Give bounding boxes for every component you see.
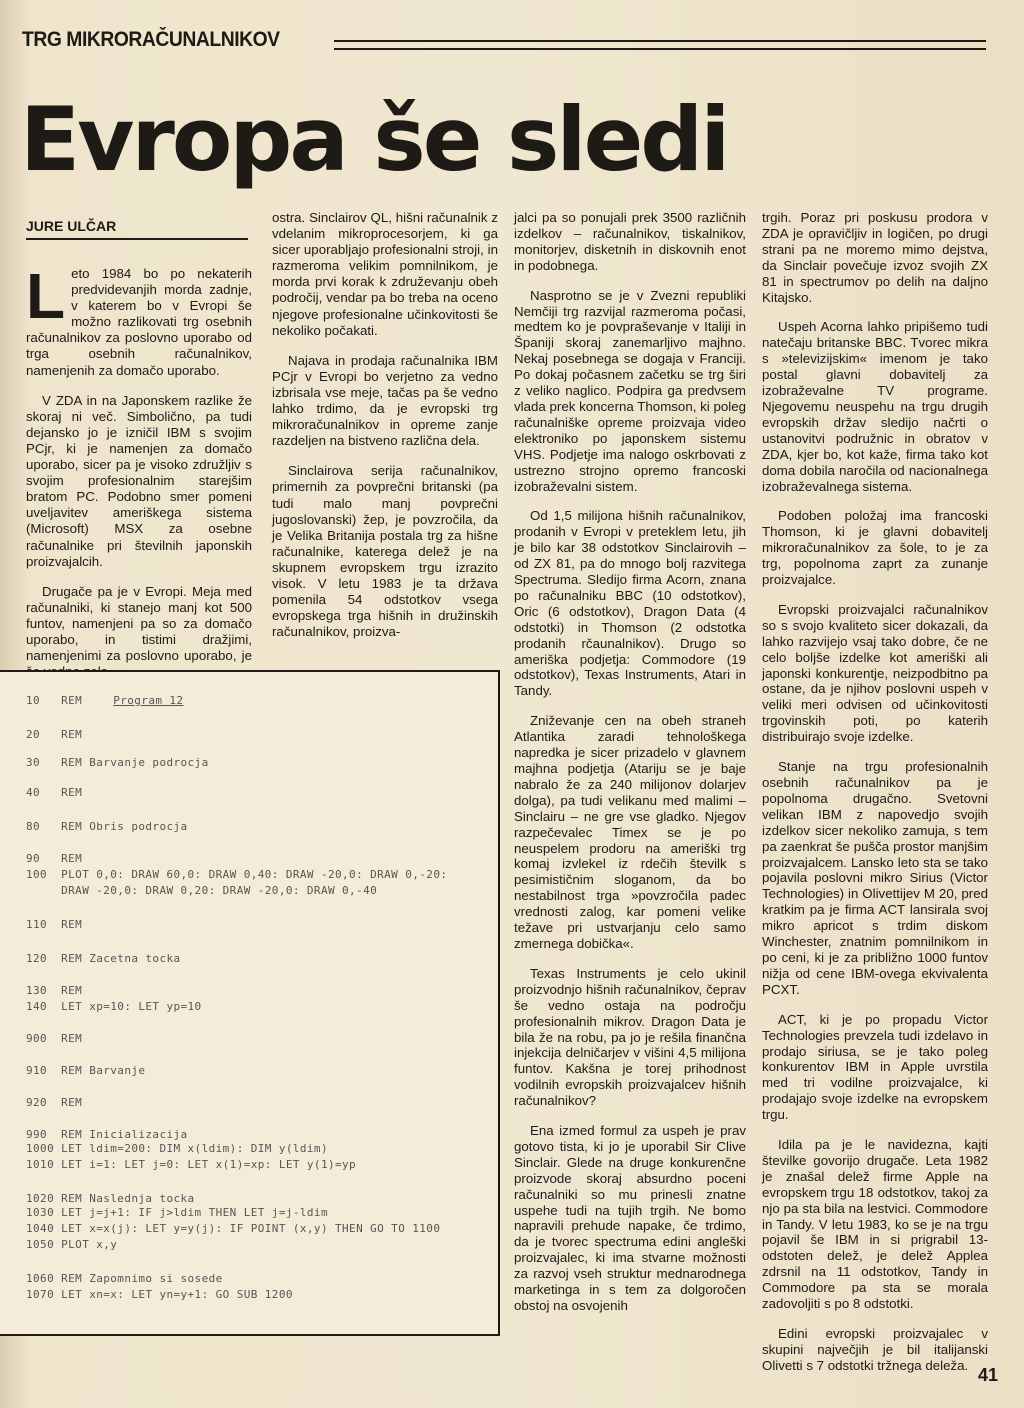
code-line bbox=[26, 728, 82, 741]
code-line bbox=[26, 1288, 293, 1301]
column-2 bbox=[272, 210, 498, 654]
code-text: LET i=1: LET j=0: LET x(1)=xp: LET y(1)=yp bbox=[61, 1158, 357, 1171]
code-text: LET xn=x: LET yn=y+1: GO SUB 1200 bbox=[61, 1288, 293, 1301]
line-number: 100 bbox=[26, 868, 62, 881]
column-4 bbox=[762, 210, 988, 1388]
section-header bbox=[22, 28, 986, 58]
code-line bbox=[26, 952, 181, 965]
line-number: 1070 bbox=[26, 1288, 62, 1301]
code-text: DRAW -20,0: DRAW 0,20: DRAW -20,0: DRAW 0,-40 bbox=[61, 884, 378, 897]
line-number: 1000 bbox=[26, 1142, 62, 1155]
line-number: 900 bbox=[26, 1032, 62, 1045]
line-number: 140 bbox=[26, 1000, 62, 1013]
paragraph: Leto 1984 bo po nekaterih predvidevanjih morda zadnje, v katerem bo v Evropi še možno razlikovati trg osebnih računalnikov za poslovno uporabo od trga osebnih računalnikov, namenjenih za domačo uporabo. bbox=[26, 260, 252, 378]
paragraph: Edini evropski proizvajalec v skupini največjih je bil italijanski Olivetti s 7 odstotki tržnega deleža. bbox=[762, 1326, 988, 1373]
paragraph: V ZDA in na Japonskem razlike že skoraj ni več. Simbolično, pa tudi dejansko jo je izničil IBM s svojim PCjr, ki je namenjen za domačo uporabo, sicer pa je visoko združljiv s svojim profesionalnim starejšim bratom PC. Podobno smer pomeni uveljavitev ameriškega sistema (Microsoft) MSX za osebne računalnike pri številnih japonskih proizvajalcih. bbox=[26, 392, 252, 569]
code-text: REM Obris podrocja bbox=[61, 820, 188, 833]
paragraph: ACT, ki je po propadu Victor Technologies prevzela tudi izdelavo in prodajo siriusa, se je tako poleg konkurentov IBM in Apple uvrstila med tri vodilne proizvajalce, ki prodajajo svoje izdelke na evropskem trgu. bbox=[762, 1011, 988, 1123]
code-text: LET ldim=200: DIM x(ldim): DIM y(ldim) bbox=[61, 1142, 328, 1155]
code-text: REM Inicializacija bbox=[61, 1128, 188, 1141]
page-number: 41 bbox=[977, 1365, 998, 1385]
program-heading: Program 12 bbox=[113, 694, 184, 707]
line-number: 920 bbox=[26, 1096, 62, 1109]
line-number: 130 bbox=[26, 984, 62, 997]
paragraph: Sinclairova serija računalnikov, primernih za povprečni britanski (pa tudi malo manj povprečni jugoslovanski) žep, je povzročila, da je Velika Britanija postala trg za hišne računalnike, katerega delež je na skupnem evropskem trgu izrazito visok. V letu 1983 je ta država pomenila 54 odstotkov vsega evropskega trga hišnih in družinskih računalnikov, proizva- bbox=[272, 463, 498, 640]
code-text: REM bbox=[61, 918, 83, 931]
line-number: 20 bbox=[26, 728, 62, 741]
paragraph: ostra. Sinclairov QL, hišni računalnik z vdelanim mikroprocesorjem, ki ga sicer uporabljajo profesionalni stroji, in razmeroma velikim pomnilnikom, je morda prvi korak k združevanju obeh področij, vendar pa bo treba na oceno njegove profesionalne učinkovitosti še nekoliko počakati. bbox=[272, 210, 498, 338]
line-number: 1020 bbox=[26, 1192, 62, 1205]
paragraph: Nasprotno se je v Zvezni republiki Nemčiji trg razvijal razmeroma počasi, medtem ko je povpraševanje v Italiji in Španiji skoraj zanemarljivo majhno. Nekaj posebnega se dogaja v Franciji. Po dokaj počasnem začetku se trg širi z veliko naglico. Podpira ga predvsem vlada prek koncerna Thomson, ki poleg računalniške opreme proizvaja video elektroniko po japonskem sistemu VHS. Podjetje ima nalogo oskrbovati z ustrezno strojno opremo francoski izobraževalni sistem. bbox=[514, 287, 746, 494]
paragraph: Uspeh Acorna lahko pripišemo tudi natečaju britanske BBC. Tvorec mikra s »televizijskim« imenom je tako postal glavni dobavitelj za izobraževalne TV programe. Njegovemu neuspehu na trgu drugih evropskih držav sledijo načrti o ustanovitvi podružnic in obratov v ZDA, kjer bo, kot kaže, firma tako kot doma dobila naročila od nacionalnega izobraževalnega sistema. bbox=[762, 319, 988, 494]
line-number: 80 bbox=[26, 820, 62, 833]
code-line bbox=[26, 1206, 328, 1219]
code-line bbox=[26, 1128, 188, 1141]
line-number: 1010 bbox=[26, 1158, 62, 1171]
paragraph: Zniževanje cen na obeh straneh Atlantika zaradi tehnološkega napredka je sicer prizadelo v glavnem majhna podjetja (Atariju se je baje nabralo že za 240 milijonov dolarjev dolga), pa tudi velikanu med malimi – Sinclairu – ne gre vse gladko. Njegov razpečevalec Timex se je po neuspelem prodoru na ameriški trg komaj izvlekel iz rdečih številk s pesimističnim sloganom, da bo nestabilnost trga »povzročila padec vrednosti zalog, kar pomeni velike težave pri ustvarjanju celo samo zmernega dobička«. bbox=[514, 713, 746, 951]
paragraph: Stanje na trgu profesionalnih osebnih računalnikov pa je popolnoma drugačno. Svetovni velikan IBM z napovedjo svojih izdelkov sicer nekoliko zamuja, s tem pa zaenkrat še pušča prostor manjšim proizvajalcem. Lansko leto sta se tako pojavila poslovni mikro Sirius (Victor Technologies) in Olivettijev M 20, pred kratkim pa je firma ACT lansirala svoj mikro apricot s trdim diskom Winchester, znatnim pomnilnikom in po ceni, ki je za približno 1000 funtov nižja od cene IBM-ovega ekvivalenta PCXT. bbox=[762, 759, 988, 997]
line-number: 1030 bbox=[26, 1206, 62, 1219]
article-title: Evropa še sledi bbox=[20, 88, 728, 191]
line-number: 1060 bbox=[26, 1272, 62, 1285]
code-line bbox=[26, 1064, 145, 1077]
line-number bbox=[26, 884, 61, 897]
line-number: 1050 bbox=[26, 1238, 62, 1251]
code-line bbox=[26, 884, 377, 897]
code-text: LET x=x(j): LET y=y(j): IF POINT (x,y) THEN GO TO 1100 bbox=[61, 1222, 441, 1235]
code-line bbox=[26, 1142, 328, 1155]
line-number: 10 bbox=[26, 694, 62, 707]
code-text: REM Naslednja tocka bbox=[61, 1192, 195, 1205]
line-number: 30 bbox=[26, 756, 62, 769]
line-number: 90 bbox=[26, 852, 62, 865]
program-listing-box bbox=[0, 670, 500, 1336]
paragraph: Drugače pa je v Evropi. Meja med računalniki, ki stanejo manj kot 500 funtov, namenjeni pa so za domačo uporabo, in tistimi dražjimi, namenjenimi za poslovno uporabo, je bbox=[26, 583, 252, 664]
code-line bbox=[26, 820, 188, 833]
line-number: 110 bbox=[26, 918, 62, 931]
paragraph: Ena izmed formul za uspeh je prav gotovo tista, ki jo je uporabil Sir Clive Sinclair. Glede na druge konkurenčne proizvode skoraj absurdno poceni računalniki so mu prinesli znatne uspehe tudi na tujih trgih. Ne bomo napravili prehude napake, če trdimo, da je tvorec spectruma edini angleški proizvajalec, ki ima stvarne možnosti za razvoj vseh struktur mednarodnega marketinga in s tem za dolgoročen obstoj na osvojenih bbox=[514, 1123, 746, 1313]
code-text: REM Zacetna tocka bbox=[61, 952, 181, 965]
code-line bbox=[26, 1222, 440, 1235]
code-line bbox=[26, 786, 82, 799]
code-text: REM bbox=[61, 984, 83, 997]
code-text: REM Barvanje podrocja bbox=[61, 756, 209, 769]
code-text: REM bbox=[61, 786, 83, 799]
column-1 bbox=[26, 260, 252, 694]
code-line bbox=[26, 1272, 223, 1285]
code-text: REM bbox=[61, 728, 83, 741]
paragraph: Od 1,5 milijona hišnih računalnikov, prodanih v Evropi v preteklem letu, jih je bilo kar 38 odstotkov Sinclairovih – od ZX 81, pa do mnogo bolj razvitega Spectruma. Sledijo firma Acorn, znana po računalniku BBC (10 odstotkov), Oric (6 odstotkov), Dragon Data (4 odstotki) in Thomson (2 odstotka prodanih rčaunalnikov). Drugo so ameriška podjetja: Commodore (19 odstotkov), Texas Instruments, Atari in Tandy. bbox=[514, 508, 746, 699]
header-rule bbox=[334, 40, 986, 50]
paragraph: jalci pa so ponujali prek 3500 različnih izdelkov – računalnikov, tiskalnikov, monitorjev, disketnih in diskovnih enot in podobnega. bbox=[514, 210, 746, 273]
code-text: PLOT x,y bbox=[61, 1238, 118, 1251]
code-line bbox=[26, 918, 82, 931]
drop-cap: L bbox=[26, 260, 66, 332]
code-text: REM Zapomnimo si sosede bbox=[61, 1272, 223, 1285]
code-text: PLOT 0,0: DRAW 60,0: DRAW 0,40: DRAW -20,0: DRAW 0,-20: bbox=[61, 868, 448, 881]
code-line bbox=[26, 694, 183, 707]
paragraph: trgih. Poraz pri poskusu prodora v ZDA je opravičljiv in logičen, po drugi strani pa ne moremo mimo dejstva, da Sinclair povečuje izvoz svojih ZX 81 in spectrumov po delih na daljno Kitajsko. bbox=[762, 210, 988, 305]
paragraph: Texas Instruments je celo ukinil proizvodnjo hišnih računalnikov, čeprav še vedno ostaja na področju profesionalnih mikrov. Dragon Data je bila že na robu, pa jo je rešila finančna injekcija delničarjev v višini 4,5 milijona funtov. Kakšna je torej prihodnost vodilnih evropskih proizvajalcev hišnih računalnikov? bbox=[514, 965, 746, 1109]
code-line bbox=[26, 1238, 117, 1251]
line-number: 40 bbox=[26, 786, 62, 799]
paragraph: Idila pa je le navidezna, kajti številke govorijo drugače. Leta 1982 je znašal delež firme Apple na evropskem trgu 18 odstotkov, takoj za njo pa sta bila na lestvici. Commodore in Tandy. V letu 1983, ko se je na trgu pojavil še IBM in si prigrabil 13-odstoten delež, je delež Applea zdrsnil na 11 odstotkov, Tandy in Commodore pa sta se morala zadovoljiti s po 8 odstotki. bbox=[762, 1137, 988, 1312]
code-line bbox=[26, 1032, 82, 1045]
code-line bbox=[26, 868, 447, 881]
column-3 bbox=[514, 210, 746, 1328]
line-number: 990 bbox=[26, 1128, 62, 1141]
code-line bbox=[26, 756, 209, 769]
paragraph: Podoben položaj ima francoski Thomson, ki je glavni dobavitelj mikroračunalnikov za šole, to je za trg, popolnoma zaprt za zunanje proizvajalce. bbox=[762, 508, 988, 588]
section-title: TRG MIKRORAČUNALNIKOV bbox=[22, 28, 280, 51]
code-line bbox=[26, 1000, 202, 1013]
code-text: REM bbox=[61, 1096, 83, 1109]
code-text: REM bbox=[61, 852, 83, 865]
author-byline: JURE ULČAR bbox=[26, 218, 248, 240]
line-number: 910 bbox=[26, 1064, 62, 1077]
paragraph: Evropski proizvajalci računalnikov so s svojo kvaliteto sicer dokazali, da lahko razvijejo vsaj tako dobre, če ne celo boljše izdelke kot ameriški ali japonski konkurentje, neizpodbitno pa ostane, da je njihov poslovni uspeh v veliki meri odvisen od učinkovitosti trgovinskih poti, po katerih distribuirajo svoje izdelke. bbox=[762, 601, 988, 745]
line-number: 1040 bbox=[26, 1222, 62, 1235]
code-text: LET j=j+1: IF j>ldim THEN LET j=j-ldim bbox=[61, 1206, 328, 1219]
code-line bbox=[26, 1096, 82, 1109]
code-text: LET xp=10: LET yp=10 bbox=[61, 1000, 202, 1013]
code-line bbox=[26, 1158, 356, 1171]
code-text: REM Barvanje bbox=[61, 1064, 146, 1077]
code-line bbox=[26, 984, 82, 997]
code-text: REM bbox=[61, 694, 90, 707]
code-line bbox=[26, 1192, 195, 1205]
line-number: 120 bbox=[26, 952, 62, 965]
code-text: REM bbox=[61, 1032, 83, 1045]
paragraph: Najava in prodaja računalnika IBM PCjr v Evropi bo verjetno za vedno izbrisala vse meje, tačas pa še vedno lahko trdimo, da je evropski trg mikroračunalnikov in opreme zanje razdeljen na bistveno različna dela. bbox=[272, 352, 498, 449]
code-line bbox=[26, 852, 82, 865]
